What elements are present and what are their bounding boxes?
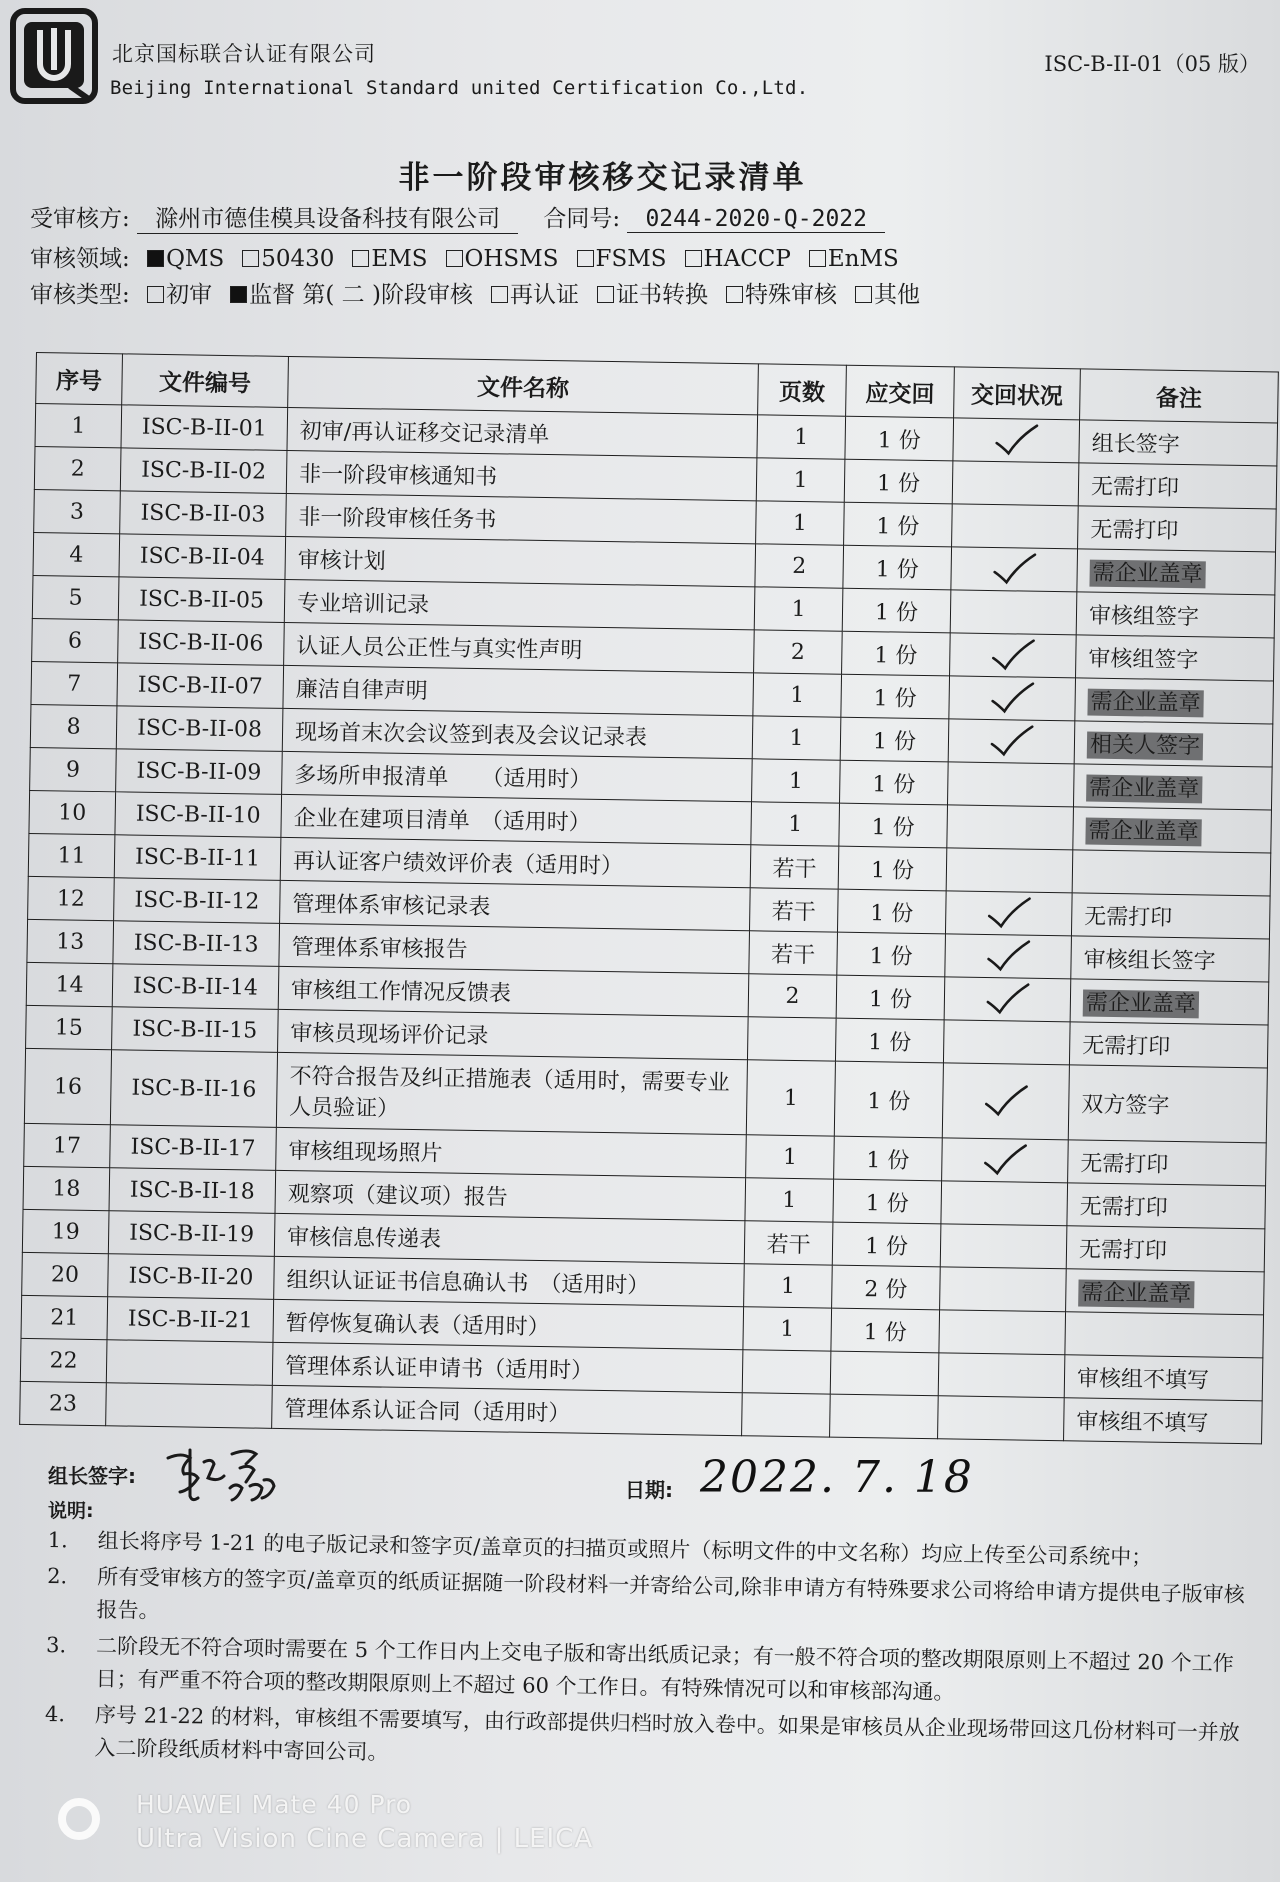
cell-returned: [950, 590, 1077, 635]
cell-code: ISC-B-II-15: [112, 1007, 279, 1053]
remark-text: 无需打印: [1079, 1194, 1168, 1221]
cell-remark: [1076, 592, 1275, 638]
cell-remark: [1065, 1312, 1264, 1358]
cell-qty: [830, 1394, 939, 1439]
cell-no: 4: [33, 532, 120, 576]
cell-no: 3: [34, 489, 121, 533]
cell-qty: 1 份: [844, 502, 953, 547]
highlighted-remark: 需企业盖章: [1085, 817, 1201, 846]
domain-checkbox[interactable]: [809, 250, 826, 267]
remark-text: 组长签字: [1091, 431, 1180, 458]
col-header-code: 文件编号: [122, 354, 289, 408]
cell-code: ISC-B-II-18: [109, 1168, 276, 1214]
cell-pages: 2: [754, 630, 843, 674]
cell-qty: 1 份: [838, 846, 947, 891]
cell-code: ISC-B-II-09: [116, 749, 283, 795]
cell-name: 非一阶段审核任务书: [286, 493, 757, 543]
remark-text: 无需打印: [1080, 1151, 1169, 1178]
cell-qty: 1 份: [833, 1179, 942, 1224]
domain-checkbox[interactable]: [577, 250, 594, 267]
type-option-label: 其他: [873, 282, 920, 308]
contract-label: 合同号:: [543, 206, 621, 232]
cell-pages: 2: [755, 544, 844, 588]
cell-pages: 1: [751, 802, 840, 846]
cell-name: 现场首末次会议签到表及会议记录表: [282, 708, 753, 758]
cell-pages: 若干: [749, 888, 838, 932]
checkmark-icon: [986, 896, 1033, 931]
cell-remark: [1079, 420, 1278, 466]
col-header-remark: 备注: [1080, 369, 1279, 423]
cell-name: 认证人员公正性与真实性声明: [284, 622, 755, 672]
cell-name: 管理体系认证合同（适用时）: [272, 1385, 743, 1435]
cell-no: 2: [34, 446, 121, 490]
cell-pages: 若干: [750, 845, 839, 889]
cell-returned: [943, 1020, 1070, 1065]
cell-name: 专业培训记录: [284, 579, 755, 629]
cell-code: [106, 1383, 273, 1429]
cell-qty: 1 份: [841, 674, 950, 719]
cell-qty: 1 份: [839, 803, 948, 848]
checkmark-icon: [990, 638, 1037, 673]
cell-qty: 1 份: [832, 1222, 941, 1267]
type-option-label: 证书转换: [615, 282, 708, 308]
cell-returned: [952, 461, 1079, 506]
col-header-name: 文件名称: [288, 356, 759, 414]
cell-pages: 若干: [744, 1221, 833, 1265]
cell-code: ISC-B-II-19: [108, 1211, 275, 1257]
cell-code: ISC-B-II-03: [120, 491, 287, 537]
cell-name: 企业在建项目清单 （适用时）: [281, 794, 752, 844]
domain-checkbox[interactable]: [446, 250, 463, 267]
auditee-label: 受审核方:: [30, 206, 130, 232]
cell-no: 15: [26, 1005, 113, 1049]
type-option-label: 再认证: [509, 282, 579, 308]
domain-checkbox[interactable]: [242, 250, 259, 267]
cell-no: 8: [30, 704, 117, 748]
cell-no: 17: [24, 1123, 111, 1167]
cell-name: 管理体系审核记录表: [280, 880, 751, 930]
cell-no: 16: [24, 1048, 111, 1124]
cell-returned: [950, 633, 1077, 678]
domain-checkbox[interactable]: [352, 250, 369, 267]
highlighted-remark: 需企业盖章: [1087, 688, 1203, 717]
cell-returned: [944, 977, 1071, 1022]
cell-name: 再认证客户绩效评价表（适用时）: [280, 837, 751, 887]
remark-text: 审核组长签字: [1083, 947, 1216, 975]
contract-value: 0244-2020-Q-2022: [627, 206, 885, 233]
note-text: 二阶段无不符合项时需要在 5 个工作日内上交电子版和寄出纸质记录；有一般不符合项的整改期限原则上不超过 20 个工作日；有严重不符合项的整改期限原则上不超过 60 个工作日。有特殊情况可以和审核部沟通。: [95, 1633, 1234, 1705]
cell-name: 审核组现场照片: [276, 1127, 747, 1177]
cell-remark: [1068, 1140, 1267, 1186]
cell-code: ISC-B-II-01: [121, 405, 288, 451]
cell-name: 暂停恢复确认表（适用时）: [273, 1299, 744, 1349]
cell-remark: [1078, 463, 1277, 509]
type-checkbox[interactable]: [491, 286, 508, 303]
cell-remark: [1069, 1022, 1268, 1068]
cell-qty: 1 份: [834, 1136, 943, 1181]
cell-pages: 1: [752, 716, 841, 760]
cell-no: 21: [21, 1295, 108, 1339]
cell-code: ISC-B-II-10: [115, 792, 282, 838]
cell-remark: [1071, 893, 1270, 939]
cell-qty: [830, 1351, 939, 1396]
cell-code: [106, 1340, 273, 1386]
remark-text: 审核组签字: [1088, 646, 1199, 673]
highlighted-remark: 需企业盖章: [1083, 989, 1199, 1018]
cell-name: 审核员现场评价记录: [278, 1009, 749, 1059]
remark-text: 双方签字: [1081, 1092, 1170, 1119]
cell-code: ISC-B-II-20: [108, 1254, 275, 1300]
type-option-label: 特殊审核: [744, 282, 837, 308]
cell-qty: 1 份: [836, 975, 945, 1020]
audit-type-line: [30, 276, 928, 309]
cell-returned: [947, 805, 1074, 850]
cell-pages: 1: [745, 1178, 834, 1222]
cell-code: ISC-B-II-13: [113, 921, 280, 967]
notes-label: 说明:: [48, 1500, 94, 1522]
cell-pages: 若干: [749, 931, 838, 975]
company-name-cn: 北京国标联合认证有限公司: [112, 42, 376, 66]
type-checkbox[interactable]: [147, 286, 164, 303]
cell-qty: 1 份: [837, 932, 946, 977]
handwritten-date: 2022. 7. 18: [700, 1452, 974, 1503]
cell-returned: [941, 1181, 1068, 1226]
cell-returned: [940, 1224, 1067, 1269]
cell-qty: 1 份: [840, 717, 949, 762]
domain-option-label: HACCP: [703, 246, 791, 272]
cell-remark: [1068, 1065, 1267, 1143]
type-checkbox[interactable]: [230, 286, 247, 303]
domain-checkbox[interactable]: [147, 250, 164, 267]
note-number: 2.: [46, 1563, 68, 1589]
cell-returned: [949, 676, 1076, 721]
auditee-value: 滁州市德佳模具设备科技有限公司: [137, 200, 518, 234]
highlighted-remark: 需企业盖章: [1078, 1279, 1194, 1308]
cell-no: 23: [20, 1381, 107, 1425]
cell-pages: 1: [756, 458, 845, 502]
cell-remark: [1072, 850, 1271, 896]
cell-code: ISC-B-II-08: [116, 706, 283, 752]
cell-remark: [1067, 1183, 1266, 1229]
cell-returned: [938, 1353, 1065, 1398]
cell-qty: 1 份: [844, 459, 953, 504]
handwritten-signature: [160, 1440, 300, 1510]
cell-remark: [1074, 721, 1273, 767]
cell-remark: [1064, 1398, 1263, 1444]
cell-returned: [945, 934, 1072, 979]
cell-returned: [942, 1138, 1069, 1183]
cell-qty: 1 份: [843, 545, 952, 590]
cell-name: 审核组工作情况反馈表: [278, 966, 749, 1016]
cell-qty: 1 份: [845, 416, 954, 461]
note-number: 4.: [44, 1701, 66, 1727]
col-header-no: 序号: [36, 353, 123, 405]
cell-no: 7: [31, 661, 118, 705]
type-option-label: 监督 第( 二 )阶段审核: [249, 282, 473, 308]
cell-no: 1: [35, 404, 122, 448]
cell-qty: 1 份: [835, 1018, 944, 1063]
highlighted-remark: 需企业盖章: [1089, 559, 1205, 588]
cell-no: 13: [27, 919, 114, 963]
checkmark-icon: [985, 939, 1032, 974]
domain-option-label: QMS: [166, 246, 225, 272]
domain-option-label: EMS: [371, 246, 428, 272]
type-options: [137, 282, 928, 308]
cell-returned: [948, 719, 1075, 764]
leader-sign-label: 组长签字:: [48, 1464, 136, 1488]
remark-text: 无需打印: [1090, 474, 1180, 501]
cell-code: ISC-B-II-16: [110, 1050, 277, 1128]
type-checkbox[interactable]: [726, 286, 743, 303]
note-text: 组长将序号 1-21 的电子版记录和签字页/盖章页的扫描页或照片（标明文件的中文名称）均应上传至公司系统中；: [97, 1528, 1153, 1570]
domain-option-label: FSMS: [595, 246, 667, 272]
cell-returned: [939, 1310, 1066, 1355]
cell-no: 6: [32, 618, 119, 662]
note-text: 所有受审核方的签字页/盖章页的纸质证据随一阶段材料一并寄给公司,除非申请方有特殊要求公司将给申请方提供电子版审核报告。: [96, 1564, 1245, 1623]
note-number: 3.: [45, 1632, 67, 1658]
cell-qty: 1 份: [834, 1061, 943, 1138]
remark-text: 审核组不填写: [1076, 1408, 1209, 1437]
cell-returned: [946, 848, 1073, 893]
cell-pages: 1: [746, 1060, 835, 1136]
cell-name: 管理体系审核报告: [279, 923, 750, 973]
cell-returned: [938, 1396, 1065, 1441]
cell-code: ISC-B-II-21: [107, 1297, 274, 1343]
cell-no: 18: [23, 1166, 110, 1210]
cell-name: 组织认证证书信息确认书 （适用时）: [274, 1256, 745, 1306]
cell-name: 观察项（建议项）报告: [275, 1170, 746, 1220]
col-header-pages: 页数: [758, 364, 847, 416]
cell-code: ISC-B-II-17: [110, 1125, 277, 1171]
domain-option-label: EnMS: [827, 246, 899, 272]
cell-qty: 1 份: [831, 1308, 940, 1353]
checkmark-icon: [983, 1084, 1030, 1119]
cell-code: ISC-B-II-11: [114, 835, 281, 881]
cell-returned: [953, 418, 1080, 463]
cell-returned: [942, 1063, 1069, 1140]
domain-checkbox[interactable]: [685, 250, 702, 267]
auditee-line: [30, 200, 903, 234]
type-checkbox[interactable]: [597, 286, 614, 303]
cell-code: ISC-B-II-06: [118, 620, 285, 666]
highlighted-remark: 相关人签字: [1087, 731, 1203, 760]
cell-code: ISC-B-II-12: [114, 878, 281, 924]
cell-qty: 1 份: [842, 631, 951, 676]
cell-code: ISC-B-II-04: [119, 534, 286, 580]
cell-returned: [951, 547, 1078, 592]
cell-remark: [1071, 936, 1270, 982]
cell-no: 12: [28, 876, 115, 920]
cell-remark: [1078, 506, 1277, 552]
cell-pages: 2: [748, 974, 837, 1018]
remark-text: 审核组不填写: [1076, 1365, 1210, 1394]
domain-label: 审核领域:: [30, 246, 130, 272]
cell-name: 审核信息传递表: [274, 1213, 745, 1263]
cell-pages: 1: [744, 1264, 833, 1308]
cell-returned: [940, 1267, 1067, 1312]
cell-name: 不符合报告及纠正措施表（适用时，需要专业人员验证）: [276, 1052, 747, 1134]
cell-code: ISC-B-II-07: [117, 663, 284, 709]
remark-text: 无需打印: [1084, 904, 1173, 931]
checkmark-icon: [984, 982, 1031, 1017]
watermark-line1: HUAWEI Mate 40 Pro: [136, 1790, 413, 1819]
cell-name: 多场所申报清单 （适用时）: [282, 751, 753, 801]
cell-pages: 1: [743, 1307, 832, 1351]
checkmark-icon: [991, 552, 1038, 587]
cell-remark: [1064, 1355, 1263, 1401]
cell-remark: [1073, 764, 1272, 810]
date-label: 日期:: [625, 1478, 673, 1502]
cell-returned: [945, 891, 1072, 936]
cell-pages: [742, 1350, 831, 1394]
cell-returned: [947, 762, 1074, 807]
cell-pages: [747, 1017, 836, 1061]
remark-text: 无需打印: [1078, 1236, 1168, 1264]
cell-pages: [742, 1393, 831, 1437]
cell-qty: 2 份: [832, 1265, 941, 1310]
cell-name: 初审/再认证移交记录清单: [287, 407, 758, 457]
remark-text: 无需打印: [1090, 517, 1179, 544]
col-header-qty: 应交回: [846, 365, 955, 418]
type-label: 审核类型:: [30, 282, 130, 308]
cell-no: 14: [26, 962, 113, 1006]
cell-pages: 1: [757, 415, 846, 459]
remark-text: 审核组签字: [1088, 603, 1200, 630]
checkmark-icon: [988, 724, 1035, 759]
cell-code: ISC-B-II-14: [112, 964, 279, 1010]
cell-qty: 1 份: [842, 588, 951, 633]
form-code: ISC-B-II-01（05 版）: [1044, 52, 1260, 76]
cell-no: 9: [30, 747, 117, 791]
cell-pages: 1: [756, 501, 845, 545]
transfer-record-table: [19, 352, 1278, 1444]
cell-pages: 1: [752, 759, 841, 803]
page-title: 非一阶段审核移交记录清单: [398, 160, 807, 196]
cell-remark: [1073, 807, 1272, 853]
watermark-line2: Ultra Vision Cine Camera | LEICA: [136, 1824, 594, 1854]
cell-remark: [1077, 549, 1276, 595]
highlighted-remark: 需企业盖章: [1086, 774, 1202, 803]
note-number: 1.: [47, 1527, 68, 1553]
domain-option-label: 50430: [261, 246, 335, 272]
cell-code: ISC-B-II-05: [118, 577, 285, 623]
domain-options: [137, 246, 907, 272]
cell-no: 11: [28, 833, 115, 877]
cell-qty: 1 份: [837, 889, 946, 934]
cell-returned: [952, 504, 1079, 549]
type-option-label: 初审: [166, 282, 213, 308]
company-name-en: Beijing International Standard united Certification Co.,Ltd.: [110, 77, 809, 99]
cell-remark: [1076, 635, 1275, 681]
note-text: 序号 21-22 的材料，审核组不需要填写，由行政部提供归档时放入卷中。如果是审核员从企业现场带回这几份材料可一并放入二阶段纸质材料中寄回公司。: [94, 1702, 1240, 1765]
cell-no: 10: [29, 790, 116, 834]
cell-pages: 1: [753, 673, 842, 717]
cell-no: 22: [20, 1338, 107, 1382]
cell-no: 20: [22, 1252, 109, 1296]
cell-remark: [1066, 1269, 1265, 1315]
domain-option-label: OHSMS: [464, 246, 559, 272]
camera-lens-icon: [58, 1798, 100, 1840]
cell-qty: 1 份: [840, 760, 949, 805]
cell-name: 廉洁自律声明: [283, 665, 754, 715]
cell-remark: [1066, 1226, 1265, 1272]
checkmark-icon: [989, 681, 1036, 716]
cell-remark: [1075, 678, 1274, 724]
audit-domain-line: [30, 240, 907, 273]
cell-pages: 1: [754, 587, 843, 631]
cell-name: 审核计划: [285, 536, 756, 586]
cell-name: 管理体系认证申请书（适用时）: [272, 1342, 743, 1392]
cell-no: 19: [22, 1209, 109, 1253]
notes-list: [44, 1524, 1260, 1786]
remark-text: 无需打印: [1082, 1033, 1171, 1060]
cell-no: 5: [32, 575, 119, 619]
cell-code: ISC-B-II-02: [120, 448, 287, 494]
cell-pages: 1: [746, 1135, 835, 1179]
type-checkbox[interactable]: [855, 286, 872, 303]
company-seal-logo: [10, 8, 98, 104]
checkmark-icon: [982, 1143, 1029, 1178]
cell-remark: [1070, 979, 1269, 1025]
col-header-returned: 交回状况: [954, 367, 1081, 420]
cell-name: 非一阶段审核通知书: [286, 450, 757, 500]
checkmark-icon: [993, 423, 1040, 458]
